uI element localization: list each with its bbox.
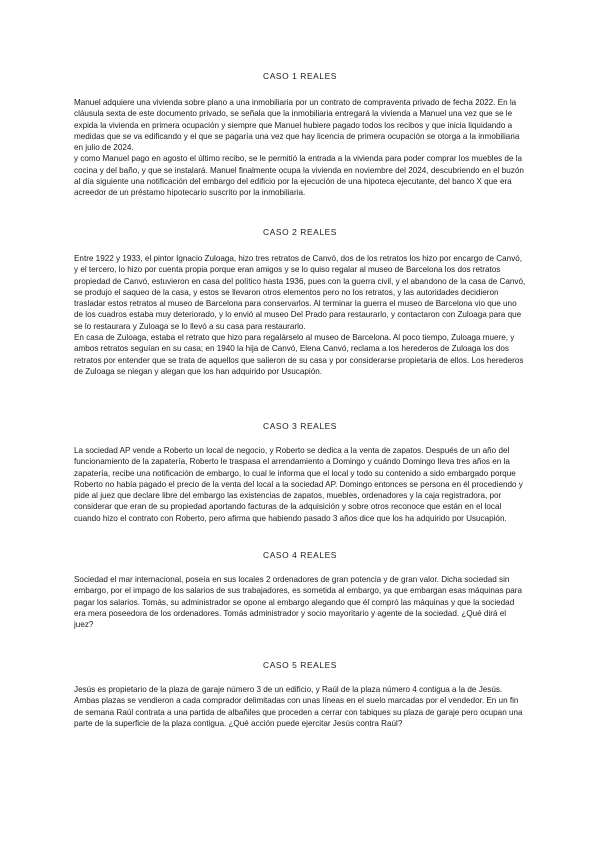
- case-2-section: [74, 227, 526, 377]
- case-4-section: [74, 550, 526, 630]
- case-1-paragraph-1: Manuel adquiere una vivienda sobre plano a una inmobiliaria por un contrato de compraventa privado de fecha 2022. En la cláusula sexta de este documento privado, se señala que la inmobiliaria entregará la vivienda a Manuel una vez que se le expida la vivienda en primera ocupación y siempre que Manuel hubiere pagado todos los recibos y que inicia liquidando a medidas que se va edificando y el que se pagaría una vez que hay licencia de primera ocupación se otorga a la inmobiliaria en julio de 2024.: [74, 98, 520, 153]
- case-2-paragraph-2: En casa de Zuloaga, estaba el retrato que hizo para regalárselo al museo de Barcelona. Al poco tiempo, Zuloaga muere, y ambos retratos seguían en su casa; en 1940 la hija de Canvó, Elena Canvó, reclama a los herederos de Zuloaga los dos retratos por entender que se trata de aquellos que salieron de su casa y por considerarse propietaria de ellos. Los herederos de Zuloaga se niegan y alegan que los han adquirido por Usucapión.: [74, 333, 524, 376]
- case-3-title: CASO 3 REALES: [263, 421, 337, 431]
- case-5-title: CASO 5 REALES: [263, 660, 337, 670]
- case-5-section: [74, 660, 526, 729]
- case-4-paragraph-1: Sociedad el mar internacional, poseía en sus locales 2 ordenadores de gran potencia y de gran valor. Dicha sociedad sin embargo, por el impago de los salarios de sus trabajadores, es sometida al embargo, ya que embargan esas máquinas para pagar los salarios. Tomás, su administrador se opone al embargo alegando que él compró las máquinas y que la sociedad era mera poseedora de los ordenadores. Tomás administrador y socio mayoritario y agente de la sociedad. ¿Qué dirá el juez?: [74, 575, 523, 630]
- case-1-title: CASO 1 REALES: [263, 71, 337, 81]
- case-2-title: CASO 2 REALES: [263, 227, 337, 237]
- case-1-paragraph-2: y como Manuel pago en agosto el último recibo, se le permitió la entrada a la vivienda para poder comprar los muebles de la cocina y del baño, y que se instalará. Manuel finalmente ocupa la vivienda en noviembre del 2024, descubriendo en el buzón al día siguiente una notificación del embargo del edificio por la ejecución de una hipoteca ejecutante, del banco X que era acreedor de un préstamo hipotecario suscrito por la inmobiliaria.: [74, 154, 524, 198]
- case-4-title: CASO 4 REALES: [263, 550, 337, 560]
- case-1-section: [74, 71, 526, 199]
- case-3-section: [74, 421, 526, 524]
- case-2-paragraph-1: Entre 1922 y 1933, el pintor Ignacio Zuloaga, hizo tres retratos de Canvó, dos de los retratos los hizo por encargo de Canvó, y el tercero, lo hizo por cuenta propia porque eran amigos y se lo quiso regalar al museo de Barcelona los dos retratos propiedad de Canvó, estuvieron en casa del político hasta 1936, pues con la guerra civil, y el abandono de la casa de Canvó, se produjo el saqueo de la casa, y estos se llevaron otros elementos pero no los retratos, y las autoridades decidieron trasladar estos retratos al museo de Barcelona para conservarlos. Al terminar la guerra el museo de Barcelona vio que uno de los cuadros estaba muy deteriorado, y lo envió al museo Del Prado para restaurarlo, y contactaron con Zuloaga para que se lo restaurara y Zuloaga se lo llevó a su casa para restaurarlo.: [74, 254, 526, 331]
- case-3-paragraph-1: La sociedad AP vende a Roberto un local de negocio, y Roberto se dedica a la venta de zapatos. Después de un año del funcionamiento de la zapatería, Roberto le traspasa el arrendamiento a Domingo y cuándo Domingo lleva tres años en la zapatería, recibe una notificación de embargo, lo cual le informa que el local y todo su contenido a sido embargado porque Roberto no había pagado el precio de la venta del local a la sociedad AP. Domingo entonces se persona en él procediendo y pide al juez que declare libre del embargo las existencias de zapatos, muebles, ordenadores y la caja registradora, por considerar que eran de su propiedad aportando facturas de la adquisición y sobre otros reconoce que están en el local cuando hizo el contrato con Roberto, pero afirma que habiendo pasado 3 años dice que los ha adquirido por Usucapión.: [74, 446, 523, 523]
- case-5-paragraph-1: Jesús es propietario de la plaza de garaje número 3 de un edificio, y Raúl de la plaza número 4 contigua a la de Jesús. Ambas plazas se vendieron a cada comprador delimitadas con unas líneas en el suelo marcadas por el vendedor. En un fin de semana Raúl contrata a una partida de albañiles que proceden a cerrar con tabiques su plaza de garaje pero ocupan una parte de la superficie de la plaza contigua. ¿Qué acción puede ejercitar Jesús contra Raúl?: [74, 685, 523, 728]
